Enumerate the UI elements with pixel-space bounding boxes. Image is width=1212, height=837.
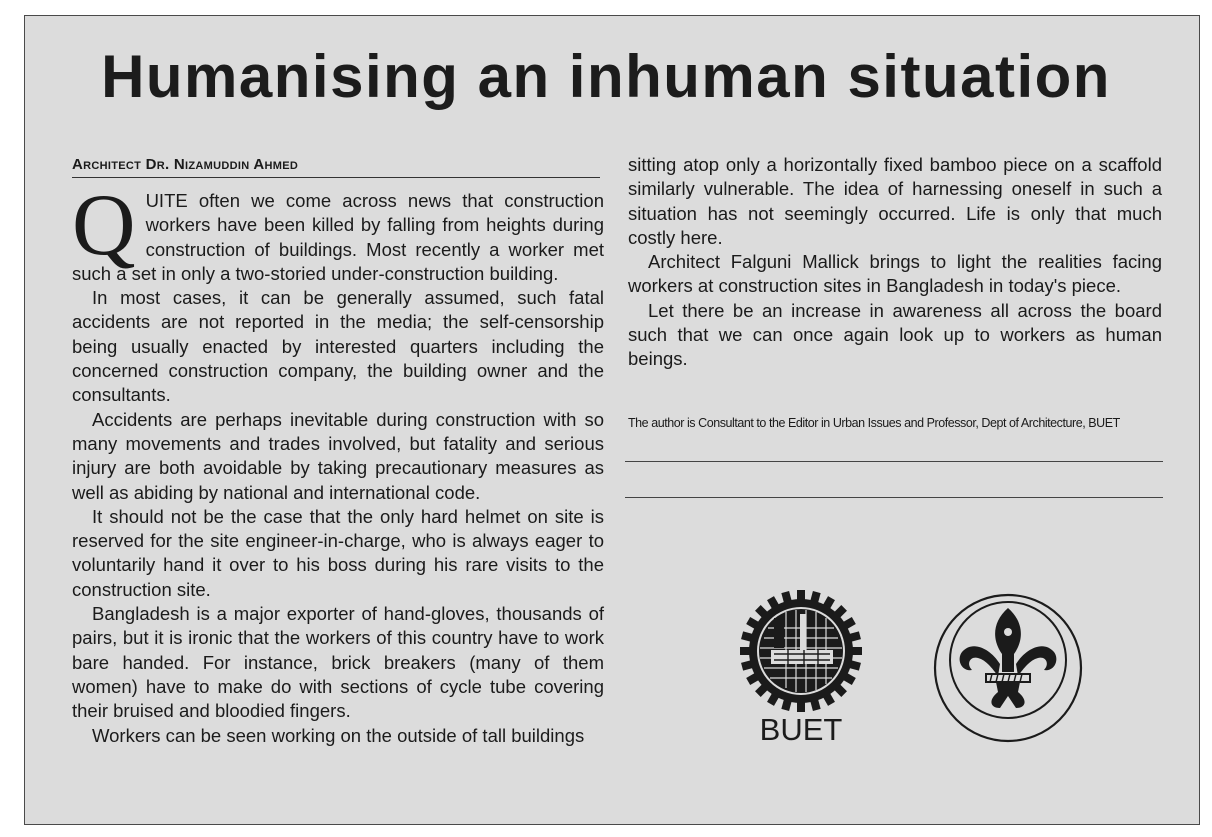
article-title: Humanising an inhuman situation [101,43,1111,110]
paragraph-text: UITE often we come across news that construction workers have been killed by falling from heights during construction of buildings. Most recently a worker met such a set in only a two-storied under-construction building. [72,190,604,284]
article-paragraph: It should not be the case that the only hard helmet on site is reserved for the site engineer-in-charge, who is always eager to voluntarily hand it over to his boss during his rare visits to the construction site. [72,505,604,600]
article-column-left [72,177,604,748]
article-paragraph: Let there be an increase in awareness all across the board such that we can once again look up to workers as human beings. [628,299,1162,370]
article-paragraph [72,177,604,286]
divider-rule [625,497,1163,498]
article-paragraph: Architect Falguni Mallick brings to light the realities facing workers at construction sites in Bangladesh in today's piece. [628,251,1162,297]
fleur-de-lis-logo-icon [932,592,1084,744]
article-paragraph: Workers can be seen working on the outside of tall buildings [92,724,585,746]
article-column-right [628,153,1162,372]
article-paragraph: Bangladesh is a major exporter of hand-gloves, thousands of pairs, but it is ironic that the workers of this country have to work bare handed. For instance, brick breakers (many of them women) have to make do with sections of cycle tube covering their bruised and bloodied fingers. [72,603,604,722]
drop-cap: Q [72,177,136,274]
buet-logo-icon [738,588,864,714]
divider-rule [625,461,1163,462]
article-byline: Architect Dr. Nizamuddin Ahmed [72,156,600,178]
article-paragraph: In most cases, it can be generally assumed, such fatal accidents are not reported in the media; the self-censorship being usually enacted by interested quarters including the concerned construction company, the building owner and the consultants. [72,287,604,406]
article-paragraph: sitting atop only a horizontally fixed bamboo piece on a scaffold similarly vulnerable. The idea of harnessing oneself in such a situation has not seemingly occurred. Life is only that much costly here. [628,154,1162,248]
article-paragraph: Accidents are perhaps inevitable during construction with so many movements and trades involved, but fatality and serious injury are both avoidable by taking precautionary measures as well as abiding by national and international code. [72,408,604,503]
buet-logo-label: BUET [759,712,843,747]
author-note: The author is Consultant to the Editor in Urban Issues and Professor, Dept of Architecture, BUET [628,416,1120,430]
